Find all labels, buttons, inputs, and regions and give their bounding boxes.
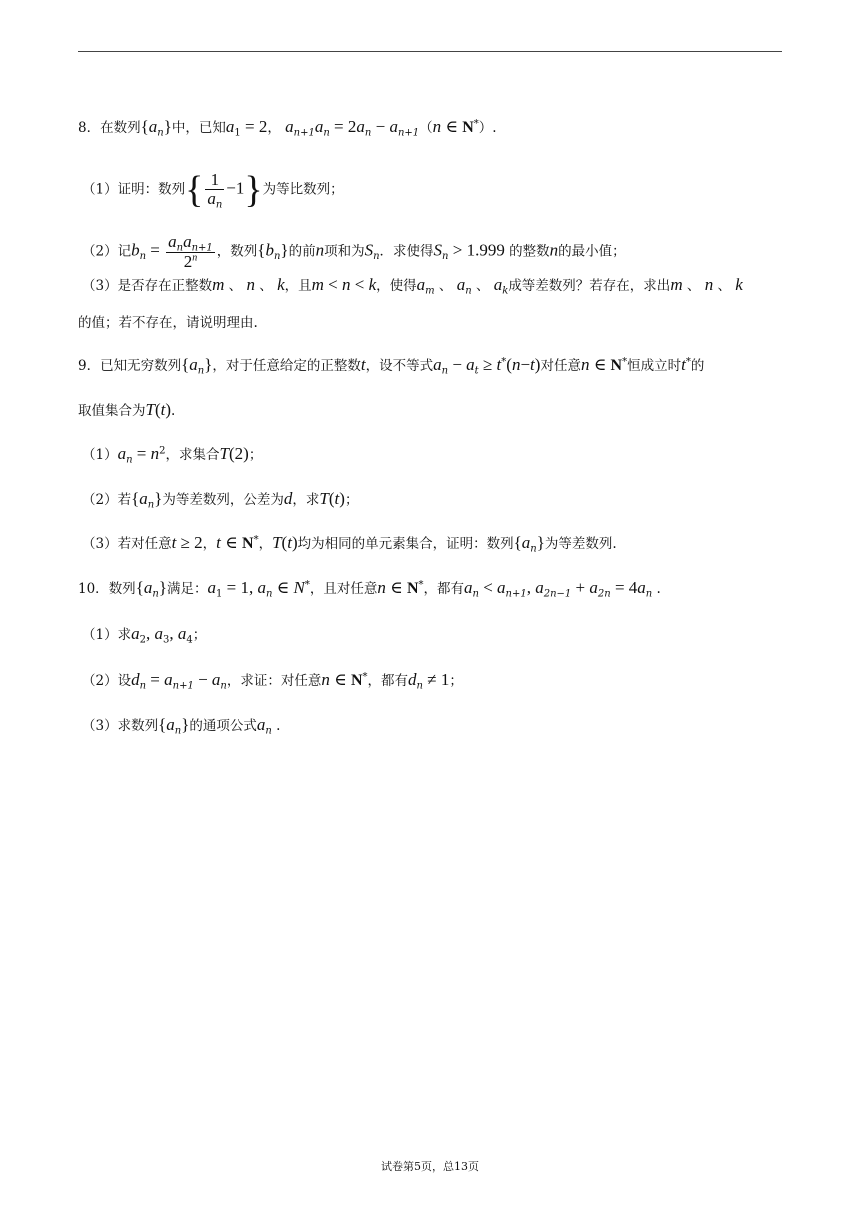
page-footer: 试卷第5页，总13页: [381, 1160, 479, 1173]
q10-part2: （2）设$d_n = a_{n+1} - a_n$，求证：对任意n ∈ N*，都有$d_n \ne 1$；: [82, 670, 463, 692]
q8-part3-cont: 的值；若不存在，请说明理由.: [78, 315, 258, 331]
q8-part2: （2）记$b_n$ = $\frac{a_na_{n+1}}{2^n}$ ，数列$\{b_n\}$的前n项和为$S_n$．求使得$S_n > 1.999$ 的整数n的最小值；: [82, 232, 626, 271]
q9-statement: 9．已知无穷数列$\{a_n\}$，对于任意给定的正整数t，设不等式$a_n - a_t \ge t^*(n-t)$对任意n ∈ N*恒成立时t*的: [78, 355, 705, 377]
q8-statement: 8．在数列$\{a_n\}$中，已知$a_1 = 2$， $a_{n+1}a_n = 2a_n - a_{n+1}(n$ ∈ N*）.: [78, 117, 497, 139]
q8-part3: （3）是否存在正整数m 、 n 、 k，且m < n < k，使得$a_m$ 、 $a_n$ 、 $a_k$成等差数列？若存在，求出m 、 n 、 k: [82, 275, 743, 297]
q9-statement-cont: 取值集合为T(t).: [78, 400, 176, 419]
q10-statement: 10．数列$\{a_n\}$满足：$a_1 = 1$, $a_n$ ∈ N*，且对任意n ∈ N*，都有$a_n < a_{n+1}$, $a_{2n-1} + a_{2n} = 4a_n$ .: [78, 578, 661, 600]
q9-part3: （3）若对任意t ≥ 2，t ∈ N*，T(t)均为相同的单元素集合，证明：数列$\{a_n\}$为等差数列.: [82, 533, 617, 555]
q8-part1: （1）证明：数列{ $\frac{1}{a_n}$ −1}为等比数列；: [82, 169, 344, 211]
q9-part2: （2）若$\{a_n\}$为等差数列，公差为d，求T(t)；: [82, 489, 359, 511]
q10-part3: （3）求数列$\{a_n\}$的通项公式$a_n$ .: [82, 715, 281, 737]
q9-part1: $(1)a_n = n^2$，求集合T(2)；: [82, 444, 263, 466]
q10-part1: （1）求$a_2$, $a_3$, $a_4$；: [82, 624, 207, 646]
header-rule: [78, 51, 782, 52]
